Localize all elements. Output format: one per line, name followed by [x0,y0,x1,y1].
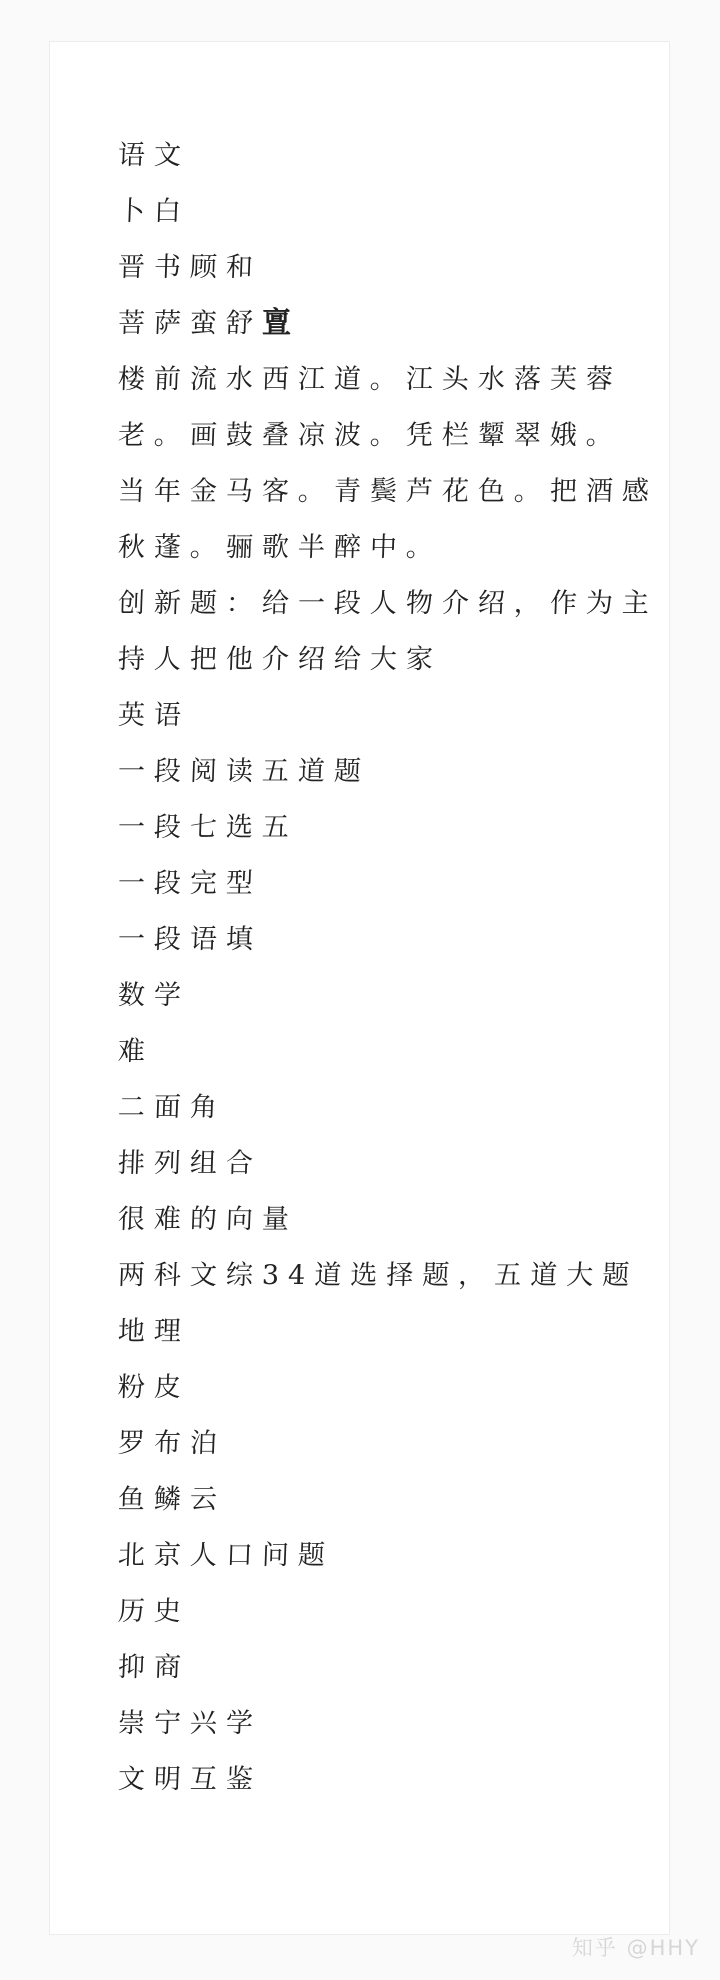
note-line-text: 持人把他介绍给大家 [117,643,443,675]
note-line [117,460,659,516]
note-line [118,1356,639,1412]
note-line-text: 语文 [117,139,191,171]
note-line-text: 崇宁兴学 [117,1707,263,1739]
note-line-text: 一段七选五 [117,811,299,843]
note-line-text: 老。画鼓叠凉波。凭栏颦翠娥。 [117,419,623,451]
note-line [118,1300,639,1356]
note-line-text: 两科文综34道选择题，五道大题 [117,1259,639,1291]
note-line-text: 卜白 [117,195,191,227]
notes-card [49,41,670,1935]
note-line [118,1580,639,1636]
note-line-text: 当年金马客。青鬓芦花色。把酒感 [117,475,659,507]
note-line [118,236,639,292]
note-line [118,852,639,908]
note-line-text: 二面角 [117,1091,227,1123]
note-line [118,964,639,1020]
note-line [118,1188,639,1244]
note-line [118,1524,639,1580]
note-line [118,1020,639,1076]
note-line [118,404,639,460]
note-line [117,572,659,628]
note-line-text: 地理 [117,1315,191,1347]
note-line [118,1412,639,1468]
note-line [118,1132,639,1188]
note-line [118,1468,639,1524]
note-line [118,516,639,572]
note-line [118,348,639,404]
note-line [118,124,639,180]
note-line [118,292,639,348]
note-line [118,180,639,236]
note-line-text: 很难的向量 [117,1203,299,1235]
note-line [118,740,639,796]
note-line-text: 秋蓬。骊歌半醉中。 [117,531,443,563]
note-line [118,1692,639,1748]
note-line-text: 历史 [117,1595,191,1627]
note-line-text: 英语 [117,699,191,731]
note-line-text: 文明互鉴 [117,1763,263,1795]
note-line-text: 罗布泊 [117,1427,227,1459]
note-line-text: 北京人口问题 [117,1539,335,1571]
note-line [118,1244,639,1300]
printed-char-dan: 亶 [262,304,292,339]
note-line-text: 抑商 [117,1651,191,1683]
note-line [118,1076,639,1132]
note-line [118,1748,639,1804]
note-line [118,684,639,740]
note-line-text: 楼前流水西江道。江头水落芙蓉 [117,363,623,395]
note-line-text: 排列组合 [117,1147,263,1179]
note-line-text: 一段语填 [117,923,263,955]
note-line-text: 难 [117,1035,155,1067]
note-line [118,1636,639,1692]
note-line-text: 数学 [117,979,191,1011]
note-line-text: 晋书顾和 [117,251,263,283]
note-line-text: 鱼鳞云 [117,1483,227,1515]
note-line-text: 创新题：给一段人物介绍，作为主 [117,587,659,619]
note-line [118,628,639,684]
note-line-text: 一段阅读五道题 [117,755,371,787]
note-line [118,796,639,852]
note-line-text: 菩萨蛮舒 [117,307,263,339]
note-line-text: 一段完型 [117,867,263,899]
note-line [118,908,639,964]
zhihu-watermark: 知乎 @HHY [571,1936,700,1960]
note-line-text: 粉皮 [117,1371,191,1403]
